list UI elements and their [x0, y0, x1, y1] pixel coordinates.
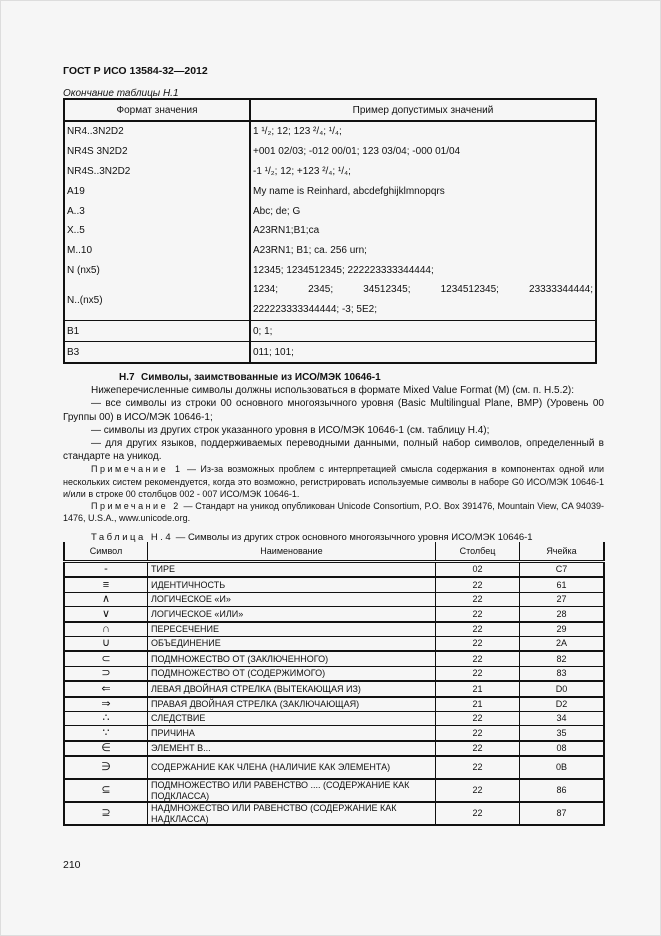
symbol-cell: ⊃ [64, 666, 148, 681]
example-line: 1234; 2345; 34512345; 1234512345; 23333344444; [253, 284, 593, 296]
column-header: Формат значения [64, 99, 250, 121]
column-cell: 21 [436, 697, 520, 712]
table-row [64, 162, 596, 182]
column-header: Пример допустимых значений [250, 99, 596, 121]
example-cell [250, 280, 596, 321]
column-cell: 22 [436, 756, 520, 779]
name-cell: ЛОГИЧЕСКОЕ «И» [148, 592, 436, 606]
cell-code: 35 [520, 726, 605, 741]
symbol-cell: ∨ [64, 607, 148, 622]
table-row [64, 622, 604, 637]
table-row [64, 592, 604, 606]
example-cell: 011; 101; [250, 342, 596, 363]
example-cell: 0; 1; [250, 321, 596, 342]
table-row [64, 651, 604, 666]
cell-code: D2 [520, 697, 605, 712]
table-row [64, 342, 596, 363]
cell-code: C7 [520, 562, 605, 578]
example-cell: Abc; de; G [250, 201, 596, 221]
cell-code: 82 [520, 651, 605, 666]
list-item: — для других языков, поддерживаемых переводными данными, полный набор символов, определенный в стандарте на уникод. [63, 438, 604, 463]
cell-code: 86 [520, 779, 605, 802]
name-cell: ПРИЧИНА [148, 726, 436, 741]
table-row [64, 697, 604, 712]
name-cell: ПЕРЕСЕЧЕНИЕ [148, 622, 436, 637]
column-cell: 22 [436, 666, 520, 681]
column-cell: 22 [436, 802, 520, 825]
cell-code: 83 [520, 666, 605, 681]
example-cell: -1 ¹/₂; 12; +123 ²/₄; ¹/₄; [250, 162, 596, 182]
name-cell: НАДМНОЖЕСТВО ИЛИ РАВЕНСТВО (СОДЕРЖАНИЕ КАК НАДКЛАССА) [148, 802, 436, 825]
cell-code: 0B [520, 756, 605, 779]
symbol-cell: ∈ [64, 741, 148, 756]
table-row [64, 562, 604, 578]
table-row [64, 681, 604, 696]
paragraph: Нижеперечисленные символы должны использоваться в формате Mixed Value Format (M) (см. п. Н.5.2): [91, 385, 575, 397]
cell-code: D0 [520, 681, 605, 696]
table2-caption: Таблица Н.4 — Символы из других строк основного многоязычного уровня ИСО/МЭК 10646-1 [91, 532, 533, 543]
symbol-cell: ⊂ [64, 651, 148, 666]
table-row [64, 802, 604, 825]
format-cell: NR4..3N2D2 [64, 121, 250, 142]
symbol-cell: ∧ [64, 592, 148, 606]
symbol-cell: ⇐ [64, 681, 148, 696]
document-header: ГОСТ Р ИСО 13584-32—2012 [63, 65, 208, 77]
column-cell: 22 [436, 636, 520, 651]
symbol-cell: ∵ [64, 726, 148, 741]
name-cell: ПОДМНОЖЕСТВО ОТ (СОДЕРЖИМОГО) [148, 666, 436, 681]
symbol-cell: ∴ [64, 711, 148, 725]
note-2: Примечание 2 — Стандарт на уникод опубликован Unicode Consortium, P.O. Box 391476, Mountain View, CA 94039-1476, U.S.A., www.unicode.org. [63, 501, 604, 524]
name-cell: ТИРЕ [148, 562, 436, 578]
column-cell: 21 [436, 681, 520, 696]
column-header: Символ [64, 542, 148, 562]
example-cell: A23RN1; B1; ca. 256 urn; [250, 241, 596, 261]
name-cell: СЛЕДСТВИЕ [148, 711, 436, 725]
column-cell: 22 [436, 779, 520, 802]
table-row [64, 779, 604, 802]
symbol-cell: - [64, 562, 148, 578]
format-cell: N (nx5) [64, 261, 250, 281]
format-cell: NR4S 3N2D2 [64, 142, 250, 162]
name-cell: ЭЛЕМЕНТ В... [148, 741, 436, 756]
name-cell: ПРАВАЯ ДВОЙНАЯ СТРЕЛКА (ЗАКЛЮЧАЮЩАЯ) [148, 697, 436, 712]
column-header: Наименование [148, 542, 436, 562]
column-cell: 22 [436, 651, 520, 666]
name-cell: ОБЪЕДИНЕНИЕ [148, 636, 436, 651]
table-row [64, 607, 604, 622]
example-line: 222223333344444; -3; 5E2; [253, 304, 377, 316]
list-item: — символы из других строк указанного уровня в ИСО/МЭК 10646-1 (см. таблицу Н.4); [91, 424, 490, 436]
example-cell: My name is Reinhard, abcdefghijklmnopqrs [250, 181, 596, 201]
table-row [64, 666, 604, 681]
format-cell: NR4S..3N2D2 [64, 162, 250, 182]
column-cell: 02 [436, 562, 520, 578]
format-cell: X..5 [64, 221, 250, 241]
table-row [64, 241, 596, 261]
column-header: Столбец [436, 542, 520, 562]
section-h7 [63, 371, 604, 524]
table-row [64, 181, 596, 201]
page-number: 210 [63, 859, 81, 871]
table-row [64, 121, 596, 142]
table-row [64, 280, 596, 321]
cell-code: 29 [520, 622, 605, 637]
column-cell: 22 [436, 711, 520, 725]
unicode-link[interactable]: www.unicode.org [119, 513, 188, 524]
table-row [64, 741, 604, 756]
format-cell: N..(nx5) [64, 280, 250, 321]
cell-code: 08 [520, 741, 605, 756]
name-cell: ИДЕНТИЧНОСТЬ [148, 577, 436, 592]
symbol-cell: ∪ [64, 636, 148, 651]
column-cell: 22 [436, 592, 520, 606]
cell-code: 27 [520, 592, 605, 606]
table-row [64, 756, 604, 779]
format-cell: M..10 [64, 241, 250, 261]
symbol-cell: ⊆ [64, 779, 148, 802]
cell-code: 61 [520, 577, 605, 592]
example-cell: A23RN1;B1;ca [250, 221, 596, 241]
example-cell: 12345; 1234512345; 222223333344444; [250, 261, 596, 281]
table-row [64, 221, 596, 241]
table-row [64, 321, 596, 342]
example-cell: +001 02/03; -012 00/01; 123 03/04; -000 01/04 [250, 142, 596, 162]
symbol-cell: ⊇ [64, 802, 148, 825]
section-heading: Н.7 Символы, заимствованные из ИСО/МЭК 10646-1 [119, 372, 381, 383]
symbol-cell: ∩ [64, 622, 148, 637]
table-row [64, 726, 604, 741]
name-cell: СОДЕРЖАНИЕ КАК ЧЛЕНА (НАЛИЧИЕ КАК ЭЛЕМЕНТА) [148, 756, 436, 779]
name-cell: ПОДМНОЖЕСТВО ОТ (ЗАКЛЮЧЕННОГО) [148, 651, 436, 666]
column-header: Ячейка [520, 542, 605, 562]
format-cell: B3 [64, 342, 250, 363]
symbols-table [63, 542, 605, 826]
format-cell: A19 [64, 181, 250, 201]
table-row [64, 636, 604, 651]
column-cell: 22 [436, 726, 520, 741]
table-row [64, 201, 596, 221]
column-cell: 22 [436, 607, 520, 622]
note-1: Примечание 1 — Из-за возможных проблем с интерпретацией смысла содержания в компонентах одной или нескольких систем рекомендуется, когда это возможно, регистрировать используемые символы в наборе G0 ИСО/МЭК 10646-1 и/или в строке 00 столбцов 002 - 007 ИСО/МЭК 10646-1. [63, 464, 604, 499]
example-cell: 1 ¹/₂; 12; 123 ²/₄; ¹/₄; [250, 121, 596, 142]
symbol-cell: ⇒ [64, 697, 148, 712]
format-cell: B1 [64, 321, 250, 342]
column-cell: 22 [436, 622, 520, 637]
symbol-cell: ∋ [64, 756, 148, 779]
name-cell: ПОДМНОЖЕСТВО ИЛИ РАВЕНСТВО .... (СОДЕРЖАНИЕ КАК ПОДКЛАССА) [148, 779, 436, 802]
cell-code: 28 [520, 607, 605, 622]
table-row [64, 261, 596, 281]
name-cell: ЛОГИЧЕСКОЕ «ИЛИ» [148, 607, 436, 622]
column-cell: 22 [436, 741, 520, 756]
value-format-table [63, 98, 597, 364]
format-cell: A..3 [64, 201, 250, 221]
cell-code: 34 [520, 711, 605, 725]
table1-caption: Окончание таблицы Н.1 [63, 88, 179, 99]
table-row [64, 577, 604, 592]
cell-code: 87 [520, 802, 605, 825]
table-row [64, 142, 596, 162]
list-item: — все символы из строки 00 основного многоязычного уровня (Basic Multilingual Plane, BMP) (Уровень 00 Группы 00) в ИСО/МЭК 10646-1; [63, 398, 604, 423]
symbol-cell: ≡ [64, 577, 148, 592]
column-cell: 22 [436, 577, 520, 592]
table-row [64, 711, 604, 725]
cell-code: 2A [520, 636, 605, 651]
name-cell: ЛЕВАЯ ДВОЙНАЯ СТРЕЛКА (ВЫТЕКАЮЩАЯ ИЗ) [148, 681, 436, 696]
